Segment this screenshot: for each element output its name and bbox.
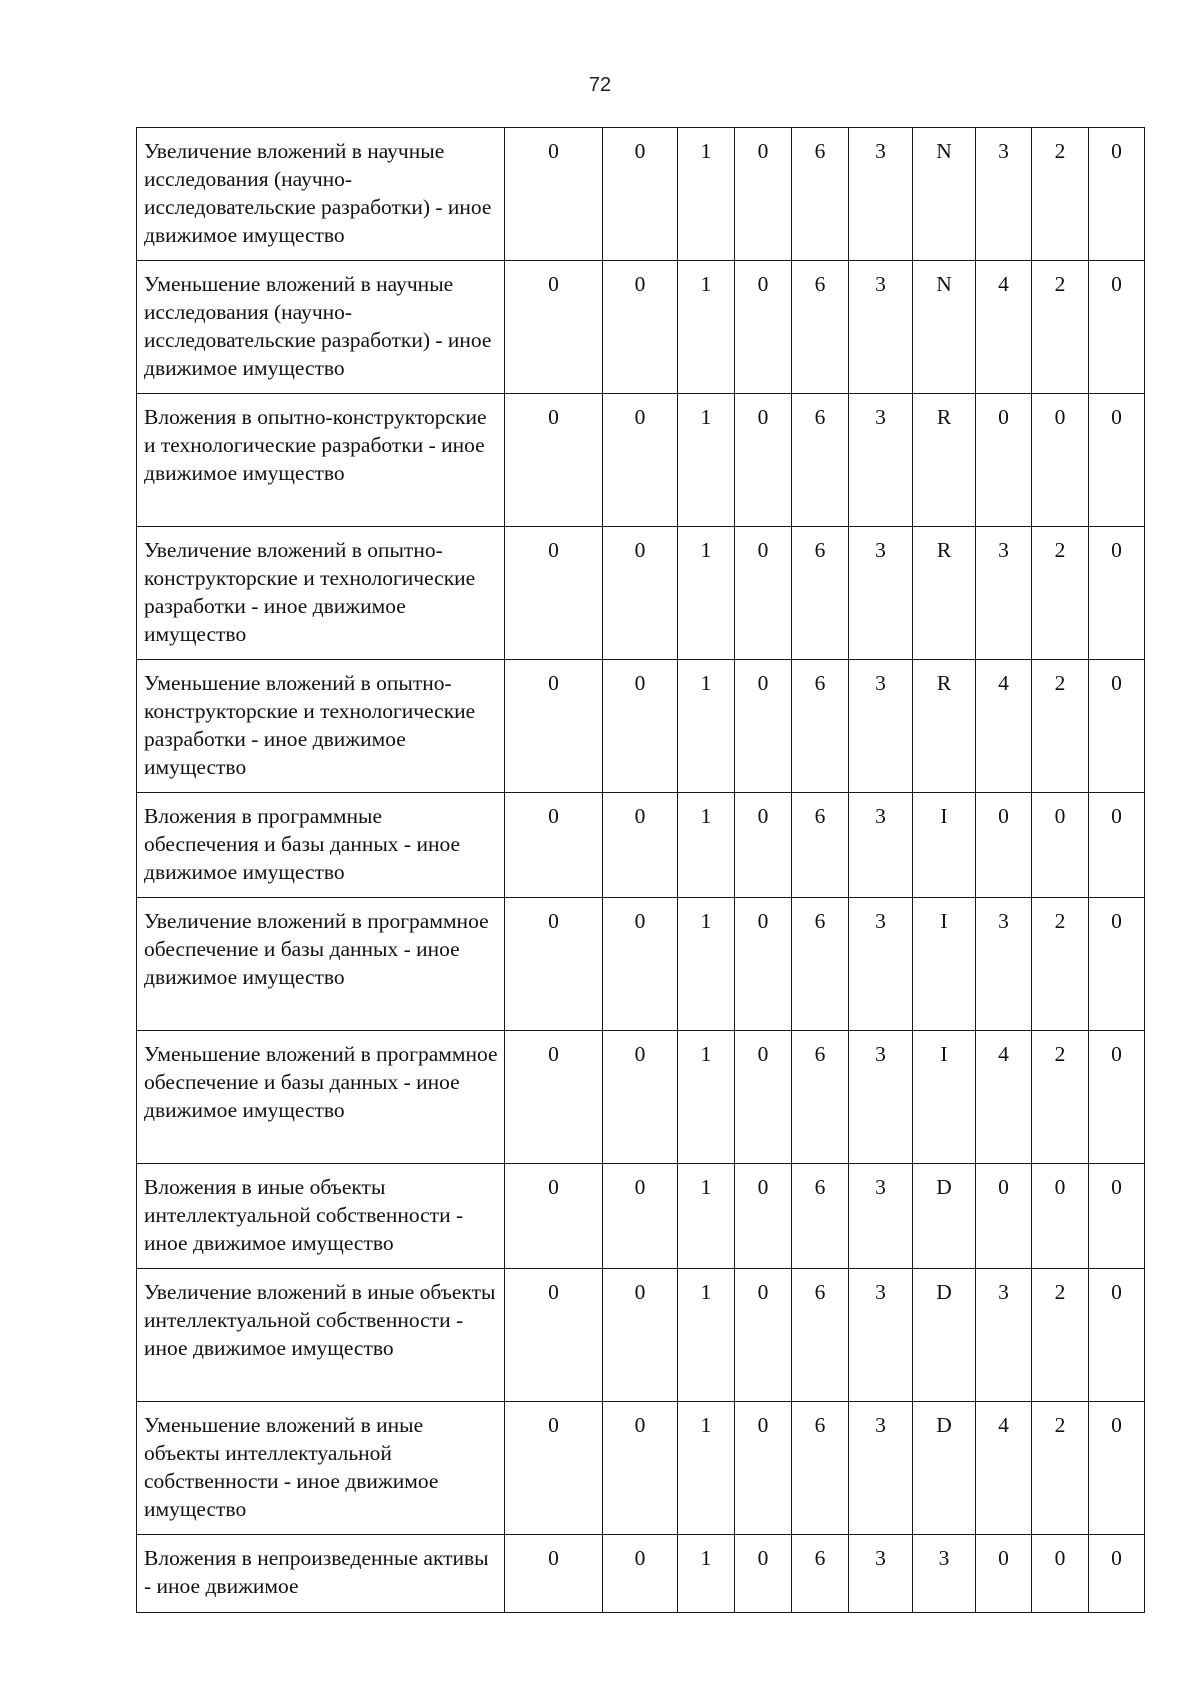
code-cell: 0: [976, 793, 1032, 898]
code-cell: 6: [792, 1269, 849, 1402]
code-cell: 0: [505, 527, 603, 660]
code-cell: 0: [505, 128, 603, 261]
code-cell: 0: [505, 1535, 603, 1613]
table-row: [137, 1402, 1145, 1535]
code-cell: 3: [849, 394, 913, 527]
row-description: Вложения в иные объекты интеллектуальной собственности - иное движимое имущество: [137, 1164, 505, 1269]
code-cell: 3: [913, 1535, 976, 1613]
code-cell: 0: [976, 394, 1032, 527]
code-cell: 3: [849, 1402, 913, 1535]
table-row: [137, 1031, 1145, 1164]
row-description: Вложения в непроизведенные активы - иное движимое: [137, 1535, 505, 1613]
code-cell: 3: [976, 128, 1032, 261]
code-cell: 0: [603, 898, 678, 1031]
code-cell: 0: [603, 1269, 678, 1402]
code-cell: 2: [1032, 1269, 1089, 1402]
code-cell: 0: [603, 261, 678, 394]
code-cell: 0: [603, 660, 678, 793]
code-cell: 0: [505, 1269, 603, 1402]
code-cell: 0: [505, 1164, 603, 1269]
table-row: [137, 128, 1145, 261]
code-cell: 0: [603, 527, 678, 660]
code-cell: 6: [792, 1164, 849, 1269]
code-cell: 3: [976, 898, 1032, 1031]
code-cell: 0: [1089, 1164, 1145, 1269]
code-cell: 4: [976, 1402, 1032, 1535]
row-description: Вложения в опытно-конструкторские и технологические разработки - иное движимое имущество: [137, 394, 505, 527]
code-cell: 0: [505, 261, 603, 394]
code-cell: 2: [1032, 1402, 1089, 1535]
code-cell: 0: [1032, 394, 1089, 527]
code-cell: 1: [678, 1402, 735, 1535]
table-row: [137, 1164, 1145, 1269]
code-cell: 0: [735, 1031, 792, 1164]
code-cell: 6: [792, 898, 849, 1031]
code-cell: 0: [1089, 1535, 1145, 1613]
code-cell: 6: [792, 793, 849, 898]
code-cell: 0: [1089, 527, 1145, 660]
code-cell: 3: [849, 527, 913, 660]
code-cell: 3: [849, 261, 913, 394]
code-cell: 1: [678, 793, 735, 898]
code-cell: 0: [603, 394, 678, 527]
code-cell: 2: [1032, 898, 1089, 1031]
code-cell: 3: [849, 128, 913, 261]
table-row: [137, 527, 1145, 660]
code-cell: 0: [1089, 660, 1145, 793]
code-cell: 0: [735, 1164, 792, 1269]
account-code-table: [136, 127, 1145, 1613]
code-cell: 0: [1089, 128, 1145, 261]
row-description: Уменьшение вложений в опытно-конструкторские и технологические разработки - иное движимое имущество: [137, 660, 505, 793]
code-cell: 2: [1032, 527, 1089, 660]
code-cell: 0: [603, 1031, 678, 1164]
code-cell: 1: [678, 261, 735, 394]
code-cell: N: [913, 261, 976, 394]
code-cell: 0: [735, 527, 792, 660]
code-cell: 3: [849, 1269, 913, 1402]
table-row: [137, 660, 1145, 793]
code-cell: 3: [849, 1535, 913, 1613]
code-cell: 0: [1089, 898, 1145, 1031]
code-cell: 2: [1032, 660, 1089, 793]
code-cell: 0: [1089, 793, 1145, 898]
code-cell: 4: [976, 261, 1032, 394]
code-cell: 0: [1089, 1269, 1145, 1402]
code-cell: 6: [792, 527, 849, 660]
table-row: [137, 394, 1145, 527]
code-cell: 6: [792, 1535, 849, 1613]
code-cell: 4: [976, 660, 1032, 793]
code-cell: 6: [792, 1402, 849, 1535]
code-cell: 6: [792, 394, 849, 527]
code-cell: 0: [1032, 1164, 1089, 1269]
code-cell: I: [913, 898, 976, 1031]
code-cell: R: [913, 394, 976, 527]
code-cell: D: [913, 1164, 976, 1269]
code-cell: 0: [735, 1269, 792, 1402]
code-cell: 0: [735, 1535, 792, 1613]
code-cell: 3: [849, 898, 913, 1031]
code-cell: 0: [735, 793, 792, 898]
code-cell: 2: [1032, 261, 1089, 394]
code-cell: R: [913, 527, 976, 660]
code-cell: 2: [1032, 128, 1089, 261]
code-cell: 0: [505, 394, 603, 527]
page-number: 72: [588, 74, 612, 96]
code-cell: 0: [505, 1402, 603, 1535]
row-description: Увеличение вложений в иные объекты интеллектуальной собственности - иное движимое имущество: [137, 1269, 505, 1402]
code-cell: 0: [1032, 1535, 1089, 1613]
table-row: [137, 1535, 1145, 1613]
code-cell: 0: [603, 793, 678, 898]
code-cell: 3: [849, 793, 913, 898]
code-cell: 2: [1032, 1031, 1089, 1164]
code-cell: 6: [792, 128, 849, 261]
code-cell: 0: [505, 660, 603, 793]
code-cell: 0: [1089, 1402, 1145, 1535]
code-cell: 1: [678, 1269, 735, 1402]
code-cell: 0: [1089, 394, 1145, 527]
code-cell: 0: [735, 261, 792, 394]
code-cell: 1: [678, 1031, 735, 1164]
code-cell: 3: [976, 1269, 1032, 1402]
table-row: [137, 898, 1145, 1031]
row-description: Увеличение вложений в научные исследования (научно-исследовательские разработки) - иное движимое имущество: [137, 128, 505, 261]
code-cell: 0: [505, 793, 603, 898]
row-description: Уменьшение вложений в программное обеспечение и базы данных - иное движимое имущество: [137, 1031, 505, 1164]
row-description: Увеличение вложений в опытно-конструкторские и технологические разработки - иное движимое имущество: [137, 527, 505, 660]
code-cell: 0: [976, 1535, 1032, 1613]
code-cell: 1: [678, 394, 735, 527]
code-cell: 0: [603, 1535, 678, 1613]
code-cell: 0: [976, 1164, 1032, 1269]
code-cell: 0: [505, 898, 603, 1031]
code-cell: 0: [603, 128, 678, 261]
table-row: [137, 1269, 1145, 1402]
code-cell: 1: [678, 128, 735, 261]
row-description: Уменьшение вложений в научные исследования (научно-исследовательские разработки) - иное движимое имущество: [137, 261, 505, 394]
code-cell: 0: [1089, 261, 1145, 394]
code-cell: 1: [678, 660, 735, 793]
code-cell: I: [913, 793, 976, 898]
table-row: [137, 793, 1145, 898]
code-cell: 0: [735, 660, 792, 793]
code-cell: 0: [603, 1164, 678, 1269]
code-cell: 0: [735, 898, 792, 1031]
code-cell: 6: [792, 660, 849, 793]
code-cell: I: [913, 1031, 976, 1164]
code-cell: 1: [678, 1535, 735, 1613]
code-cell: 4: [976, 1031, 1032, 1164]
row-description: Вложения в программные обеспечения и базы данных - иное движимое имущество: [137, 793, 505, 898]
code-cell: 0: [735, 1402, 792, 1535]
code-cell: 1: [678, 527, 735, 660]
code-cell: 0: [1032, 793, 1089, 898]
code-cell: 0: [735, 394, 792, 527]
code-cell: 1: [678, 1164, 735, 1269]
code-cell: R: [913, 660, 976, 793]
code-cell: 3: [849, 660, 913, 793]
code-cell: 6: [792, 261, 849, 394]
row-description: Увеличение вложений в программное обеспечение и базы данных - иное движимое имущество: [137, 898, 505, 1031]
code-cell: D: [913, 1269, 976, 1402]
table-row: [137, 261, 1145, 394]
code-cell: 6: [792, 1031, 849, 1164]
code-cell: 0: [603, 1402, 678, 1535]
code-cell: 0: [1089, 1031, 1145, 1164]
code-cell: 3: [849, 1164, 913, 1269]
code-cell: 3: [976, 527, 1032, 660]
code-cell: D: [913, 1402, 976, 1535]
code-cell: 1: [678, 898, 735, 1031]
code-cell: 0: [505, 1031, 603, 1164]
code-cell: 3: [849, 1031, 913, 1164]
code-cell: 0: [735, 128, 792, 261]
code-cell: N: [913, 128, 976, 261]
row-description: Уменьшение вложений в иные объекты интеллектуальной собственности - иное движимое имущество: [137, 1402, 505, 1535]
